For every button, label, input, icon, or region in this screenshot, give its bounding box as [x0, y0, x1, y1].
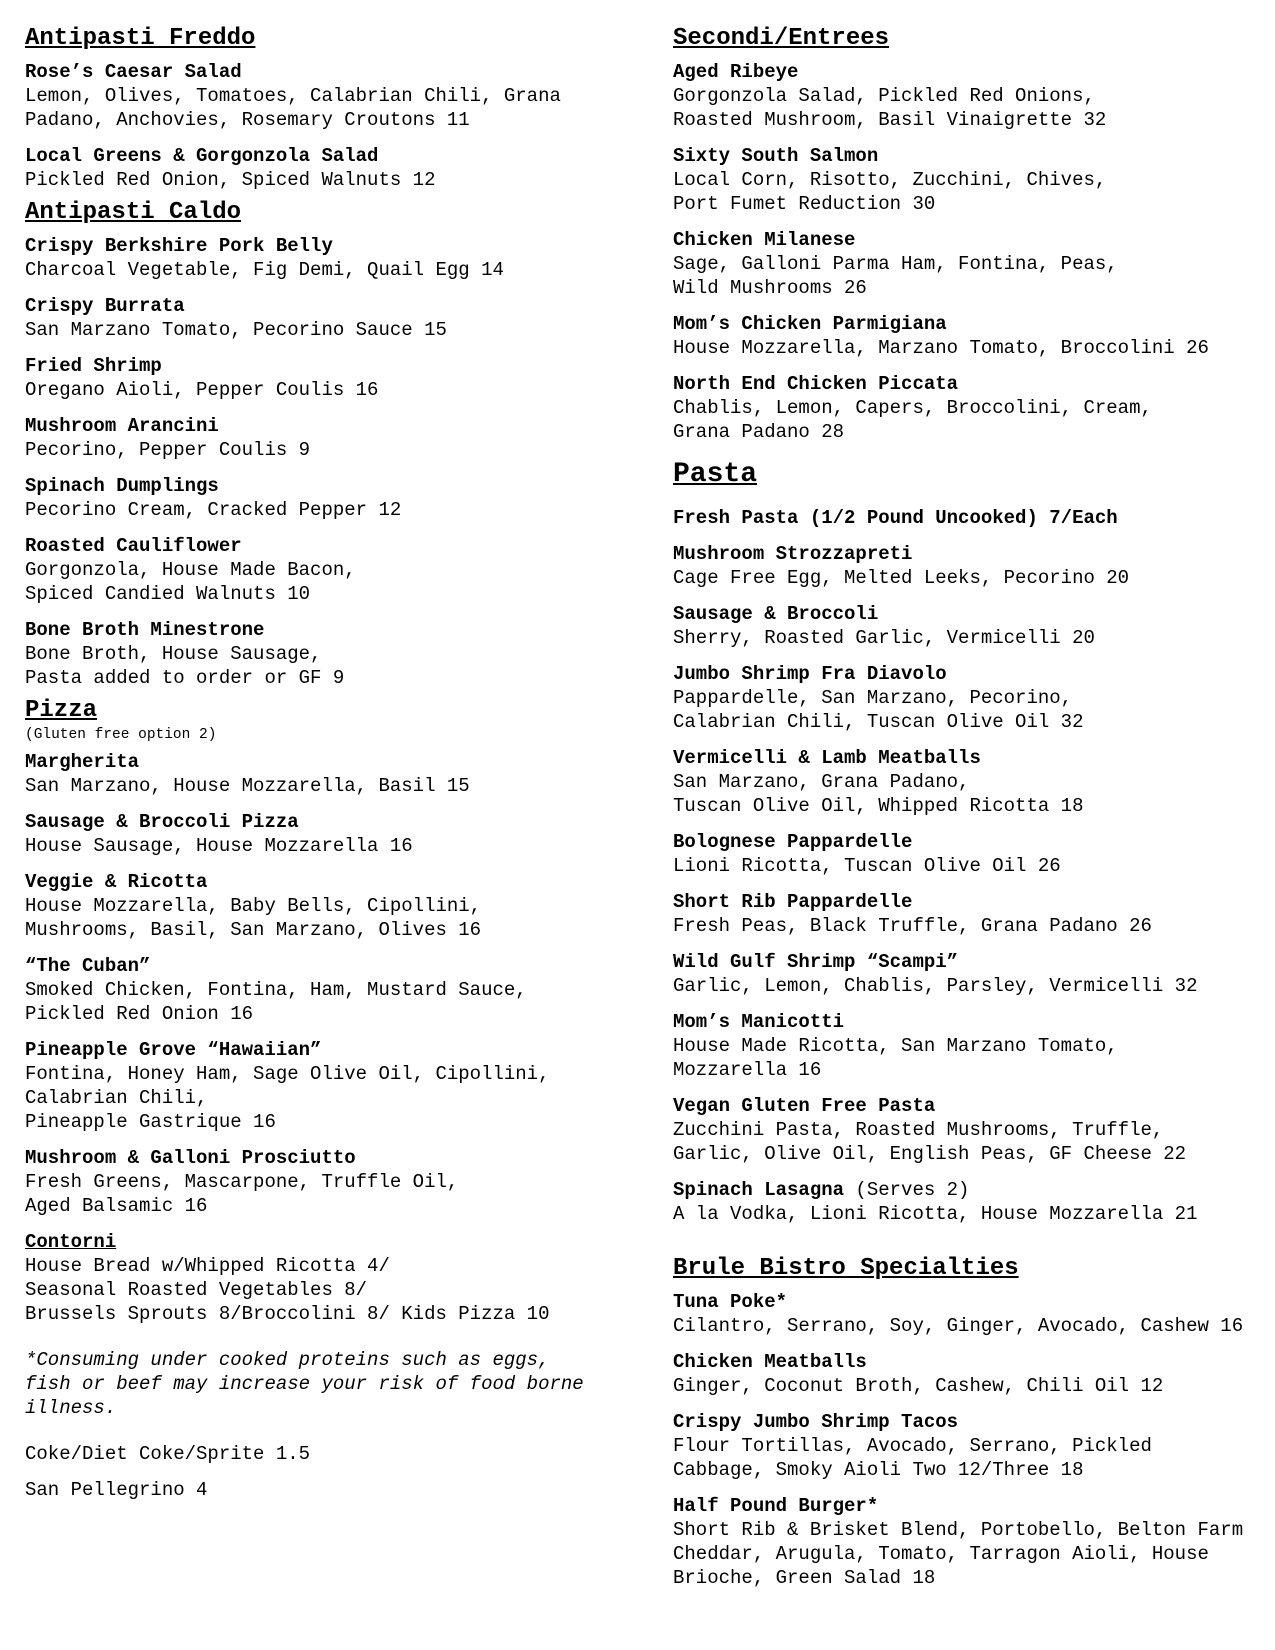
item-description: Sage, Galloni Parma Ham, Fontina, Peas, Wild Mushrooms 26: [673, 253, 1118, 299]
item-description: Lemon, Olives, Tomatoes, Calabrian Chili, Grana Padano, Anchovies, Rosemary Croutons 11: [25, 85, 561, 131]
item-description: Short Rib & Brisket Blend, Portobello, Belton Farm Cheddar, Arugula, Tomato, Tarragon Aioli, House Brioche, Green Salad 18: [673, 1519, 1244, 1589]
menu-item: [673, 1094, 1273, 1166]
item-description: Gorgonzola, House Made Bacon, Spiced Candied Walnuts 10: [25, 559, 356, 605]
item-description: Fresh Greens, Mascarpone, Truffle Oil, Aged Balsamic 16: [25, 1171, 459, 1217]
item-name: Wild Gulf Shrimp “Scampi”: [673, 951, 959, 973]
menu-item: [673, 830, 1273, 878]
menu-item: [673, 372, 1273, 444]
item-name: Mushroom Arancini: [25, 415, 219, 437]
menu-item: [25, 618, 625, 690]
item-name: Sausage & Broccoli Pizza: [25, 811, 299, 833]
menu-item: [25, 414, 625, 462]
menu-item: [673, 602, 1273, 650]
item-description: House Mozzarella, Baby Bells, Cipollini, Mushrooms, Basil, San Marzano, Olives 16: [25, 895, 482, 941]
item-description: Gorgonzola Salad, Pickled Red Onions, Roasted Mushroom, Basil Vinaigrette 32: [673, 85, 1107, 131]
menu-item: [25, 1038, 625, 1134]
item-name: Veggie & Ricotta: [25, 871, 208, 893]
item-description: San Marzano Tomato, Pecorino Sauce 15: [25, 319, 447, 341]
item-description: Garlic, Lemon, Chablis, Parsley, Vermicelli 32: [673, 975, 1198, 997]
section-heading-antipasti-caldo: Antipasti Caldo: [25, 199, 242, 226]
menu-item: [673, 312, 1273, 360]
food-safety-disclaimer: *Consuming under cooked proteins such as eggs, fish or beef may increase your risk of food borne illness.: [25, 1349, 584, 1419]
menu-item: [25, 870, 625, 942]
item-description: House Sausage, House Mozzarella 16: [25, 835, 413, 857]
item-name: Spinach Dumplings: [25, 475, 219, 497]
menu-item: [673, 1290, 1273, 1338]
item-description: Cage Free Egg, Melted Leeks, Pecorino 20: [673, 567, 1130, 589]
item-description: House Made Ricotta, San Marzano Tomato, Mozzarella 16: [673, 1035, 1118, 1081]
menu-item: [673, 1410, 1273, 1482]
menu-item: [673, 60, 1273, 132]
menu-item: [673, 890, 1273, 938]
item-description: Pappardelle, San Marzano, Pecorino, Calabrian Chili, Tuscan Olive Oil 32: [673, 687, 1084, 733]
item-name: Mom’s Manicotti: [673, 1011, 845, 1033]
item-name: Mushroom & Galloni Prosciutto: [25, 1147, 356, 1169]
item-name: Tuna Poke*: [673, 1291, 788, 1313]
menu-item: [673, 144, 1273, 216]
item-name: Half Pound Burger*: [673, 1495, 879, 1517]
item-description: Zucchini Pasta, Roasted Mushrooms, Truffle, Garlic, Olive Oil, English Peas, GF Cheese 22: [673, 1119, 1187, 1165]
item-name: Local Greens & Gorgonzola Salad: [25, 145, 379, 167]
item-description: Oregano Aioli, Pepper Coulis 16: [25, 379, 379, 401]
section-heading-contorni: Contorni: [25, 1231, 117, 1253]
menu-item: [25, 234, 625, 282]
item-description: Bone Broth, House Sausage, Pasta added to order or GF 9: [25, 643, 345, 689]
item-name: Crispy Burrata: [25, 295, 185, 317]
item-name: Bone Broth Minestrone: [25, 619, 265, 641]
fresh-pasta-line: [673, 506, 1273, 530]
item-name: Fresh Pasta (1/2 Pound Uncooked) 7/Each: [673, 507, 1118, 529]
item-name: Vermicelli & Lamb Meatballs: [673, 747, 981, 769]
item-description: Pickled Red Onion, Spiced Walnuts 12: [25, 169, 436, 191]
item-name: Short Rib Pappardelle: [673, 891, 913, 913]
item-description: Charcoal Vegetable, Fig Demi, Quail Egg 14: [25, 259, 504, 281]
item-description: Lioni Ricotta, Tuscan Olive Oil 26: [673, 855, 1061, 877]
item-description: Pecorino, Pepper Coulis 9: [25, 439, 311, 461]
item-name: “The Cuban”: [25, 955, 151, 977]
item-name: Pineapple Grove “Hawaiian”: [25, 1039, 322, 1061]
item-name: Crispy Berkshire Pork Belly: [25, 235, 333, 257]
menu-item: [25, 954, 625, 1026]
item-name: North End Chicken Piccata: [673, 373, 959, 395]
item-description: A la Vodka, Lioni Ricotta, House Mozzarella 21: [673, 1203, 1198, 1225]
item-name: Aged Ribeye: [673, 61, 799, 83]
item-name: Sixty South Salmon: [673, 145, 879, 167]
item-description: Cilantro, Serrano, Soy, Ginger, Avocado, Cashew 16: [673, 1315, 1244, 1337]
item-description: Pecorino Cream, Cracked Pepper 12: [25, 499, 402, 521]
serving-note: (Serves 2): [844, 1179, 970, 1201]
section-heading-specialties: Brule Bistro Specialties: [673, 1255, 1019, 1282]
item-description: Fresh Peas, Black Truffle, Grana Padano 26: [673, 915, 1152, 937]
menu-item: [25, 810, 625, 858]
item-name: Crispy Jumbo Shrimp Tacos: [673, 1411, 959, 1433]
menu-item: [673, 746, 1273, 818]
item-name: Chicken Meatballs: [673, 1351, 867, 1373]
menu-item: [673, 1350, 1273, 1398]
item-name: Mom’s Chicken Parmigiana: [673, 313, 947, 335]
menu-item: [673, 1494, 1273, 1590]
section-heading-secondi: Secondi/Entrees: [673, 25, 890, 52]
item-description: Fontina, Honey Ham, Sage Olive Oil, Cipollini, Calabrian Chili, Pineapple Gastrique 16: [25, 1063, 550, 1133]
item-description: Sherry, Roasted Garlic, Vermicelli 20: [673, 627, 1095, 649]
menu-item: [673, 542, 1273, 590]
menu-item: [673, 1178, 1273, 1226]
menu-item: [25, 474, 625, 522]
drink-line: Coke/Diet Coke/Sprite 1.5: [25, 1443, 311, 1465]
item-description: Smoked Chicken, Fontina, Ham, Mustard Sauce, Pickled Red Onion 16: [25, 979, 527, 1025]
menu-item: [25, 534, 625, 606]
item-name: Spinach Lasagna: [673, 1179, 845, 1201]
drink-line: San Pellegrino 4: [25, 1479, 208, 1501]
pizza-gluten-free-note: (Gluten free option 2): [25, 727, 217, 743]
item-description: House Mozzarella, Marzano Tomato, Broccolini 26: [673, 337, 1209, 359]
item-name: Sausage & Broccoli: [673, 603, 879, 625]
item-name: Roasted Cauliflower: [25, 535, 242, 557]
item-name: Bolognese Pappardelle: [673, 831, 913, 853]
section-heading-antipasti-freddo: Antipasti Freddo: [25, 25, 256, 52]
section-heading-pasta: Pasta: [673, 459, 758, 490]
item-description: Local Corn, Risotto, Zucchini, Chives, Port Fumet Reduction 30: [673, 169, 1107, 215]
menu-item: [673, 1010, 1273, 1082]
menu-item: [673, 228, 1273, 300]
item-description: Ginger, Coconut Broth, Cashew, Chili Oil 12: [673, 1375, 1164, 1397]
item-name: Rose’s Caesar Salad: [25, 61, 242, 83]
item-name: Jumbo Shrimp Fra Diavolo: [673, 663, 947, 685]
item-description: Flour Tortillas, Avocado, Serrano, Pickled Cabbage, Smoky Aioli Two 12/Three 18: [673, 1435, 1152, 1481]
left-column: [25, 24, 625, 1502]
right-column: [673, 24, 1273, 1590]
section-heading-pizza: Pizza: [25, 697, 98, 724]
menu-item: [25, 1146, 625, 1218]
menu-item: [673, 950, 1273, 998]
item-name: Mushroom Strozzapreti: [673, 543, 913, 565]
item-name: Chicken Milanese: [673, 229, 856, 251]
item-description: San Marzano, Grana Padano, Tuscan Olive Oil, Whipped Ricotta 18: [673, 771, 1084, 817]
menu-item: [25, 60, 625, 132]
item-description: Chablis, Lemon, Capers, Broccolini, Cream, Grana Padano 28: [673, 397, 1152, 443]
item-name: Fried Shrimp: [25, 355, 162, 377]
menu-item: [25, 294, 625, 342]
item-name: Vegan Gluten Free Pasta: [673, 1095, 936, 1117]
item-name: Margherita: [25, 751, 140, 773]
contorni-list: House Bread w/Whipped Ricotta 4/ Seasonal Roasted Vegetables 8/ Brussels Sprouts 8/Broccolini 8/ Kids Pizza 10: [25, 1255, 550, 1325]
menu-item: [673, 662, 1273, 734]
item-description: San Marzano, House Mozzarella, Basil 15: [25, 775, 470, 797]
menu-item: [25, 354, 625, 402]
menu-item: [25, 144, 625, 192]
menu-item: [25, 750, 625, 798]
